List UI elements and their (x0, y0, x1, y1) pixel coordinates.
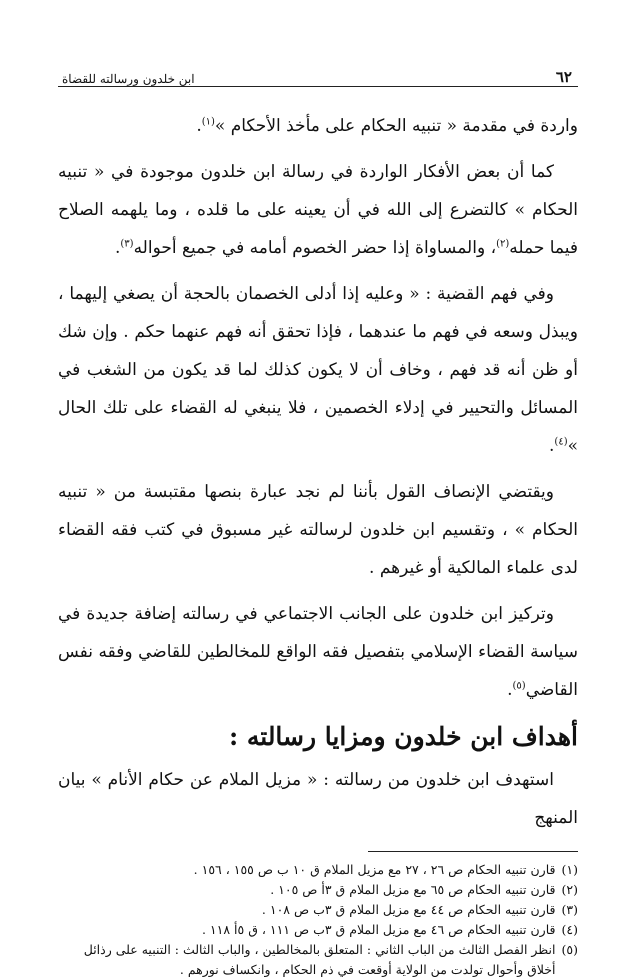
footnote-text: قارن تنبيه الحكام ص ٢٦ ، ٢٧ مع مزيل الملام ق ١٠ ب ص ١٥٥ ، ١٥٦ . (193, 862, 556, 877)
running-title: ابن خلدون ورسالته للقضاة (62, 72, 195, 86)
footnote-text: قارن تنبيه الحكام ص ٤٦ مع مزيل الملام ق ٣ب ص ١١١ ، ق ٥أ ١١٨ . (201, 922, 556, 937)
paragraph-text: واردة في مقدمة « تنبيه الحكام على مأخذ الأحكام » (214, 116, 578, 136)
footnote-mark: (١) (561, 862, 578, 877)
paragraph-4 (58, 473, 578, 587)
footnote-item (58, 860, 578, 880)
footnote-ref-2: (٢) (496, 238, 510, 250)
paragraph-3: وفي فهم القضية : « وعليه إذا أدلى الخصمان بالحجة أن يصغي إليهما ، ويبذل وسعه في فهم ما عندهما ، فإذا تحقق أنه فهم عنهما حكم . وإن شك أو ظن أنه قد فهم ، وخاف أن لا يكون كذلك لما قد يكون من الشغب في المسائل والتحيير في إدلاء الخصمين ، فلا ينبغي له القضاء على تلك الحال »$^{(٤)}$. (58, 284, 578, 456)
footnote-item (58, 900, 578, 920)
footnote-text: قارن تنبيه الحكام ص ٦٥ مع مزيل الملام ق ٣أ ص ١٠٥ . (270, 882, 556, 897)
footnote-mark: (٣) (561, 902, 578, 917)
running-header (58, 56, 578, 87)
page-number: ٦٢ (555, 68, 572, 86)
section-heading: أهداف ابن خلدون ومزايا رسالته : (228, 722, 578, 751)
footnote-item (58, 920, 578, 940)
footnote-text: قارن تنبيه الحكام ص ٤٤ مع مزيل الملام ق ٣ب ص ١٠٨ . (261, 902, 556, 917)
body-text (58, 107, 578, 837)
footnote-mark: (٤) (561, 922, 578, 937)
footnote-divider (368, 851, 578, 852)
footnote-ref-4: (٤) (554, 436, 568, 448)
paragraph-text: كما أن بعض الأفكار الواردة في رسالة ابن خلدون موجودة في « تنبيه الحكام » كالتضرع إلى الله في أن يعينه على ما قلده ، وما يلهمه الصلاح فيما حمله (58, 162, 578, 258)
paragraph-text: وفي فهم القضية : « وعليه إذا أدلى الخصمان بالحجة أن يصغي إليهما ، ويبذل وسعه في فهم ما عندهما ، فإذا تحقق أنه فهم عنهما حكم . وإن شك أو ظن أنه قد فهم ، وخاف أن لا يكون كذلك لما قد يكون من الشغب في المسائل والتحيير في إدلاء الخصمين ، فلا ينبغي له القضاء على تلك الحال » (58, 284, 578, 456)
footnote-mark: (٢) (561, 882, 578, 897)
paragraph-5: وتركيز ابن خلدون على الجانب الاجتماعي في رسالته إضافة جديدة في سياسة القضاء الإسلامي بتفصيل فقه الواقع للمخالطين للقاضي وفقه نفس القاضي$^{(٥)}$. (58, 604, 578, 700)
paragraph-text: استهدف ابن خلدون من رسالته : « مزيل الملام عن حكام الأنام » بيان المنهج (58, 770, 578, 828)
footnote-item (58, 940, 578, 980)
paragraph-text: ويقتضي الإنصاف القول بأننا لم نجد عبارة بنصها مقتبسة من « تنبيه الحكام » ، وتقسيم ابن خلدون لرسالته غير مسبوق في كتب فقه القضاء لدى علماء المالكية أو غيرهم . (58, 482, 578, 578)
footnote-text: انظر الفصل الثالث من الباب الثاني : المتعلق بالمخالطين ، والباب الثالث : التنبيه على رذائل أخلاق وأحوال تولدت من الولاية أوقعت في ذم الحكام ، وانكساف نورهم . (83, 942, 556, 977)
paragraph-1: واردة في مقدمة « تنبيه الحكام على مأخذ الأحكام »$^{(١)}$. (196, 116, 578, 136)
footnotes (58, 860, 578, 980)
paragraph-text: ، والمساواة إذا حضر الخصوم أمامه في جميع أحواله (133, 238, 497, 258)
paragraph-2: كما أن بعض الأفكار الواردة في رسالة ابن خلدون موجودة في « تنبيه الحكام » كالتضرع إلى الله في أن يعينه على ما قلده ، وما يلهمه الصلاح فيما حمله$^{(٢)}$، والمساواة إذا حضر الخصوم أمامه في جميع أحواله$^{(٣)}$. (58, 162, 578, 258)
paragraph-text: وتركيز ابن خلدون على الجانب الاجتماعي في رسالته إضافة جديدة في سياسة القضاء الإسلامي بتفصيل فقه الواقع للمخالطين للقاضي وفقه نفس القاضي (58, 604, 578, 700)
footnote-item (58, 880, 578, 900)
book-page (58, 56, 578, 977)
footnote-mark: (٥) (561, 942, 578, 957)
footnote-ref-5: (٥) (512, 680, 526, 692)
footnote-ref-3: (٣) (120, 238, 134, 250)
paragraph-6 (58, 761, 578, 837)
footnote-ref-1: (١) (201, 116, 215, 128)
